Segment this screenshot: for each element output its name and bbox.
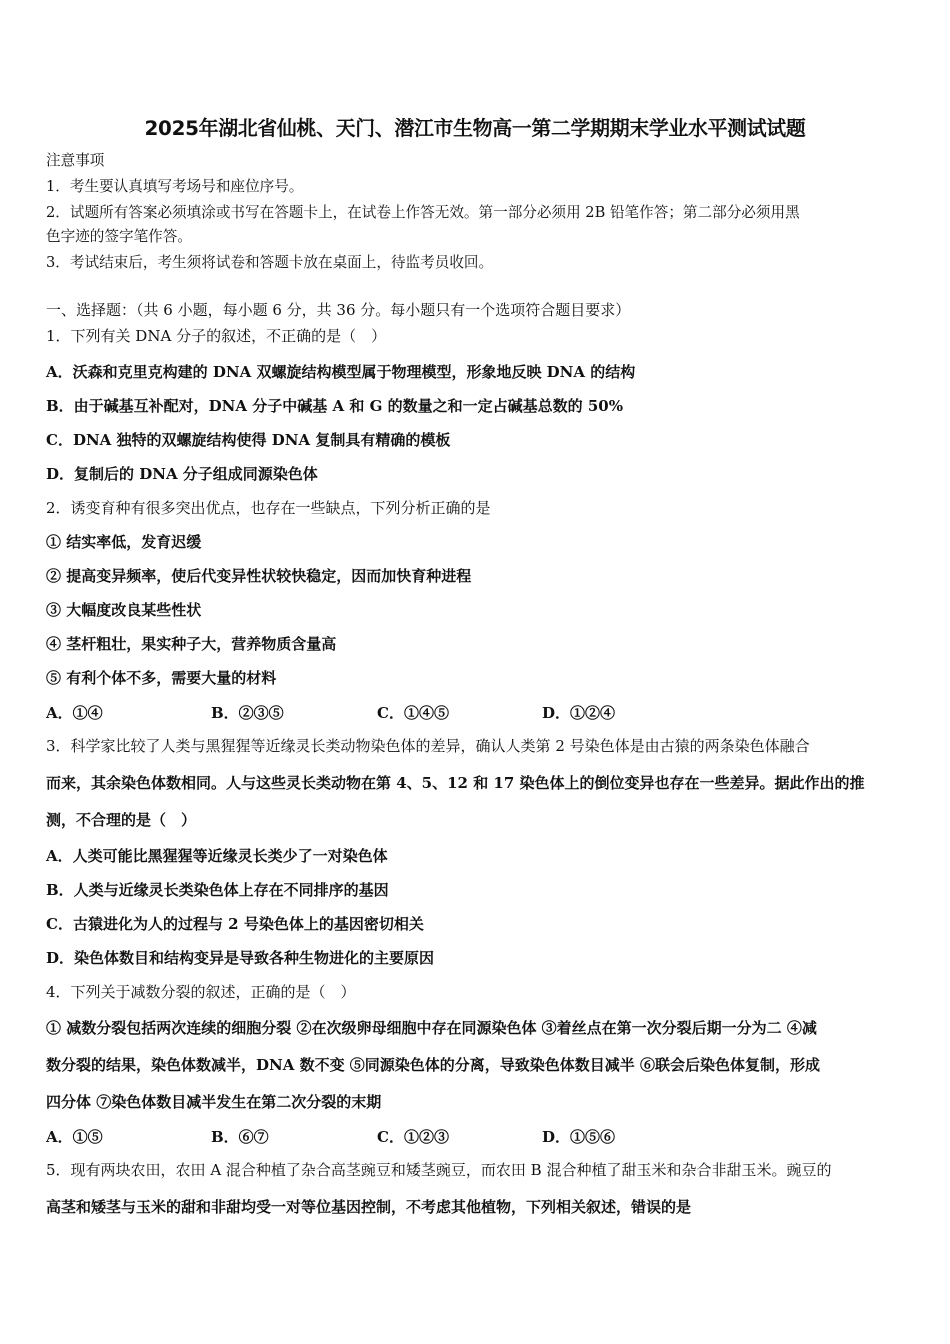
q3-option-d: D．染色体数目和结构变异是导致各种生物进化的主要原因 (46, 949, 435, 967)
notice-item-1: 1．考生要认真填写考场号和座位序号。 (46, 178, 304, 195)
q3-stem-line-1: 3．科学家比较了人类与黑猩猩等近缘灵长类动物染色体的差异，确认人类第 2 号染色体是由古猿的两条染色体融合 (46, 737, 810, 755)
q5-stem-line-1: 5．现有两块农田，农田 A 混合种植了杂合高茎豌豆和矮茎豌豆，而农田 B 混合种植了甜玉米和杂合非甜玉米。豌豆的 (46, 1161, 832, 1179)
q2-item-1: ① 结实率低，发育迟缓 (46, 533, 202, 551)
q2-option-c: C．①④⑤ (377, 704, 449, 722)
q5-stem-line-2: 高茎和矮茎与玉米的甜和非甜均受一对等位基因控制，不考虑其他植物，下列相关叙述，错误的是 (46, 1198, 692, 1216)
q4-stem: 4．下列关于减数分裂的叙述，正确的是（ ） (46, 983, 356, 1001)
q2-item-5: ⑤ 有利个体不多，需要大量的材料 (46, 669, 277, 687)
q4-option-a: A．①⑤ (46, 1128, 103, 1146)
notice-item-2: 2．试题所有答案必须填涂或书写在答题卡上，在试卷上作答无效。第一部分必须用 2B 铅笔作答；第二部分必须用黑 (46, 204, 800, 221)
q4-statements-line-1: ① 减数分裂包括两次连续的细胞分裂 ②在次级卵母细胞中存在同源染色体 ③着丝点在第一次分裂后期一分为二 ④减 (46, 1019, 817, 1037)
q3-option-b: B．人类与近缘灵长类染色体上存在不同排序的基因 (46, 881, 389, 899)
q2-option-b: B．②③⑤ (211, 704, 284, 722)
q2-item-4: ④ 茎杆粗壮，果实种子大，营养物质含量高 (46, 635, 337, 653)
q1-option-a: A．沃森和克里克构建的 DNA 双螺旋结构模型属于物理模型，形象地反映 DNA 的结构 (46, 363, 636, 381)
notice-heading: 注意事项 (46, 152, 105, 169)
page-title: 2025年湖北省仙桃、天门、潜江市生物高一第二学期期末学业水平测试试题 (144, 117, 806, 140)
q4-statements-line-2: 数分裂的结果，染色体数减半，DNA 数不变 ⑤同源染色体的分离，导致染色体数目减半 ⑥联会后染色体复制，形成 (46, 1056, 821, 1074)
q3-stem-line-3: 测，不合理的是（ ） (46, 811, 197, 829)
q3-option-c: C．古猿进化为人的过程与 2 号染色体上的基因密切相关 (46, 915, 424, 933)
section-heading: 一、选择题：（共 6 小题，每小题 6 分，共 36 分。每小题只有一个选项符合题目要求） (46, 301, 631, 319)
notice-item-2-cont: 色字迹的签字笔作答。 (46, 228, 192, 245)
q3-option-a: A．人类可能比黑猩猩等近缘灵长类少了一对染色体 (46, 847, 388, 865)
q4-option-d: D．①⑤⑥ (542, 1128, 616, 1146)
q1-option-b: B．由于碱基互补配对，DNA 分子中碱基 A 和 G 的数量之和一定占碱基总数的 50% (46, 397, 623, 415)
q1-stem: 1．下列有关 DNA 分子的叙述，不正确的是（ ） (46, 327, 387, 345)
q1-option-c: C．DNA 独特的双螺旋结构使得 DNA 复制具有精确的模板 (46, 431, 451, 449)
q4-statements-line-3: 四分体 ⑦染色体数目减半发生在第二次分裂的末期 (46, 1093, 382, 1111)
q2-item-3: ③ 大幅度改良某些性状 (46, 601, 202, 619)
q2-option-d: D．①②④ (542, 704, 616, 722)
q2-stem: 2．诱变育种有很多突出优点，也存在一些缺点，下列分析正确的是 (46, 499, 491, 517)
q4-option-b: B．⑥⑦ (211, 1128, 269, 1146)
q3-stem-line-2: 而来，其余染色体数相同。人与这些灵长类动物在第 4、5、12 和 17 染色体上的倒位变异也存在一些差异。据此作出的推 (46, 774, 865, 792)
notice-item-3: 3．考试结束后，考生须将试卷和答题卡放在桌面上，待监考员收回。 (46, 254, 494, 271)
q4-option-c: C．①②③ (377, 1128, 449, 1146)
q1-option-d: D．复制后的 DNA 分子组成同源染色体 (46, 465, 318, 483)
q2-option-a: A．①④ (46, 704, 103, 722)
q2-item-2: ② 提高变异频率，使后代变异性状较快稳定，因而加快育种进程 (46, 567, 472, 585)
